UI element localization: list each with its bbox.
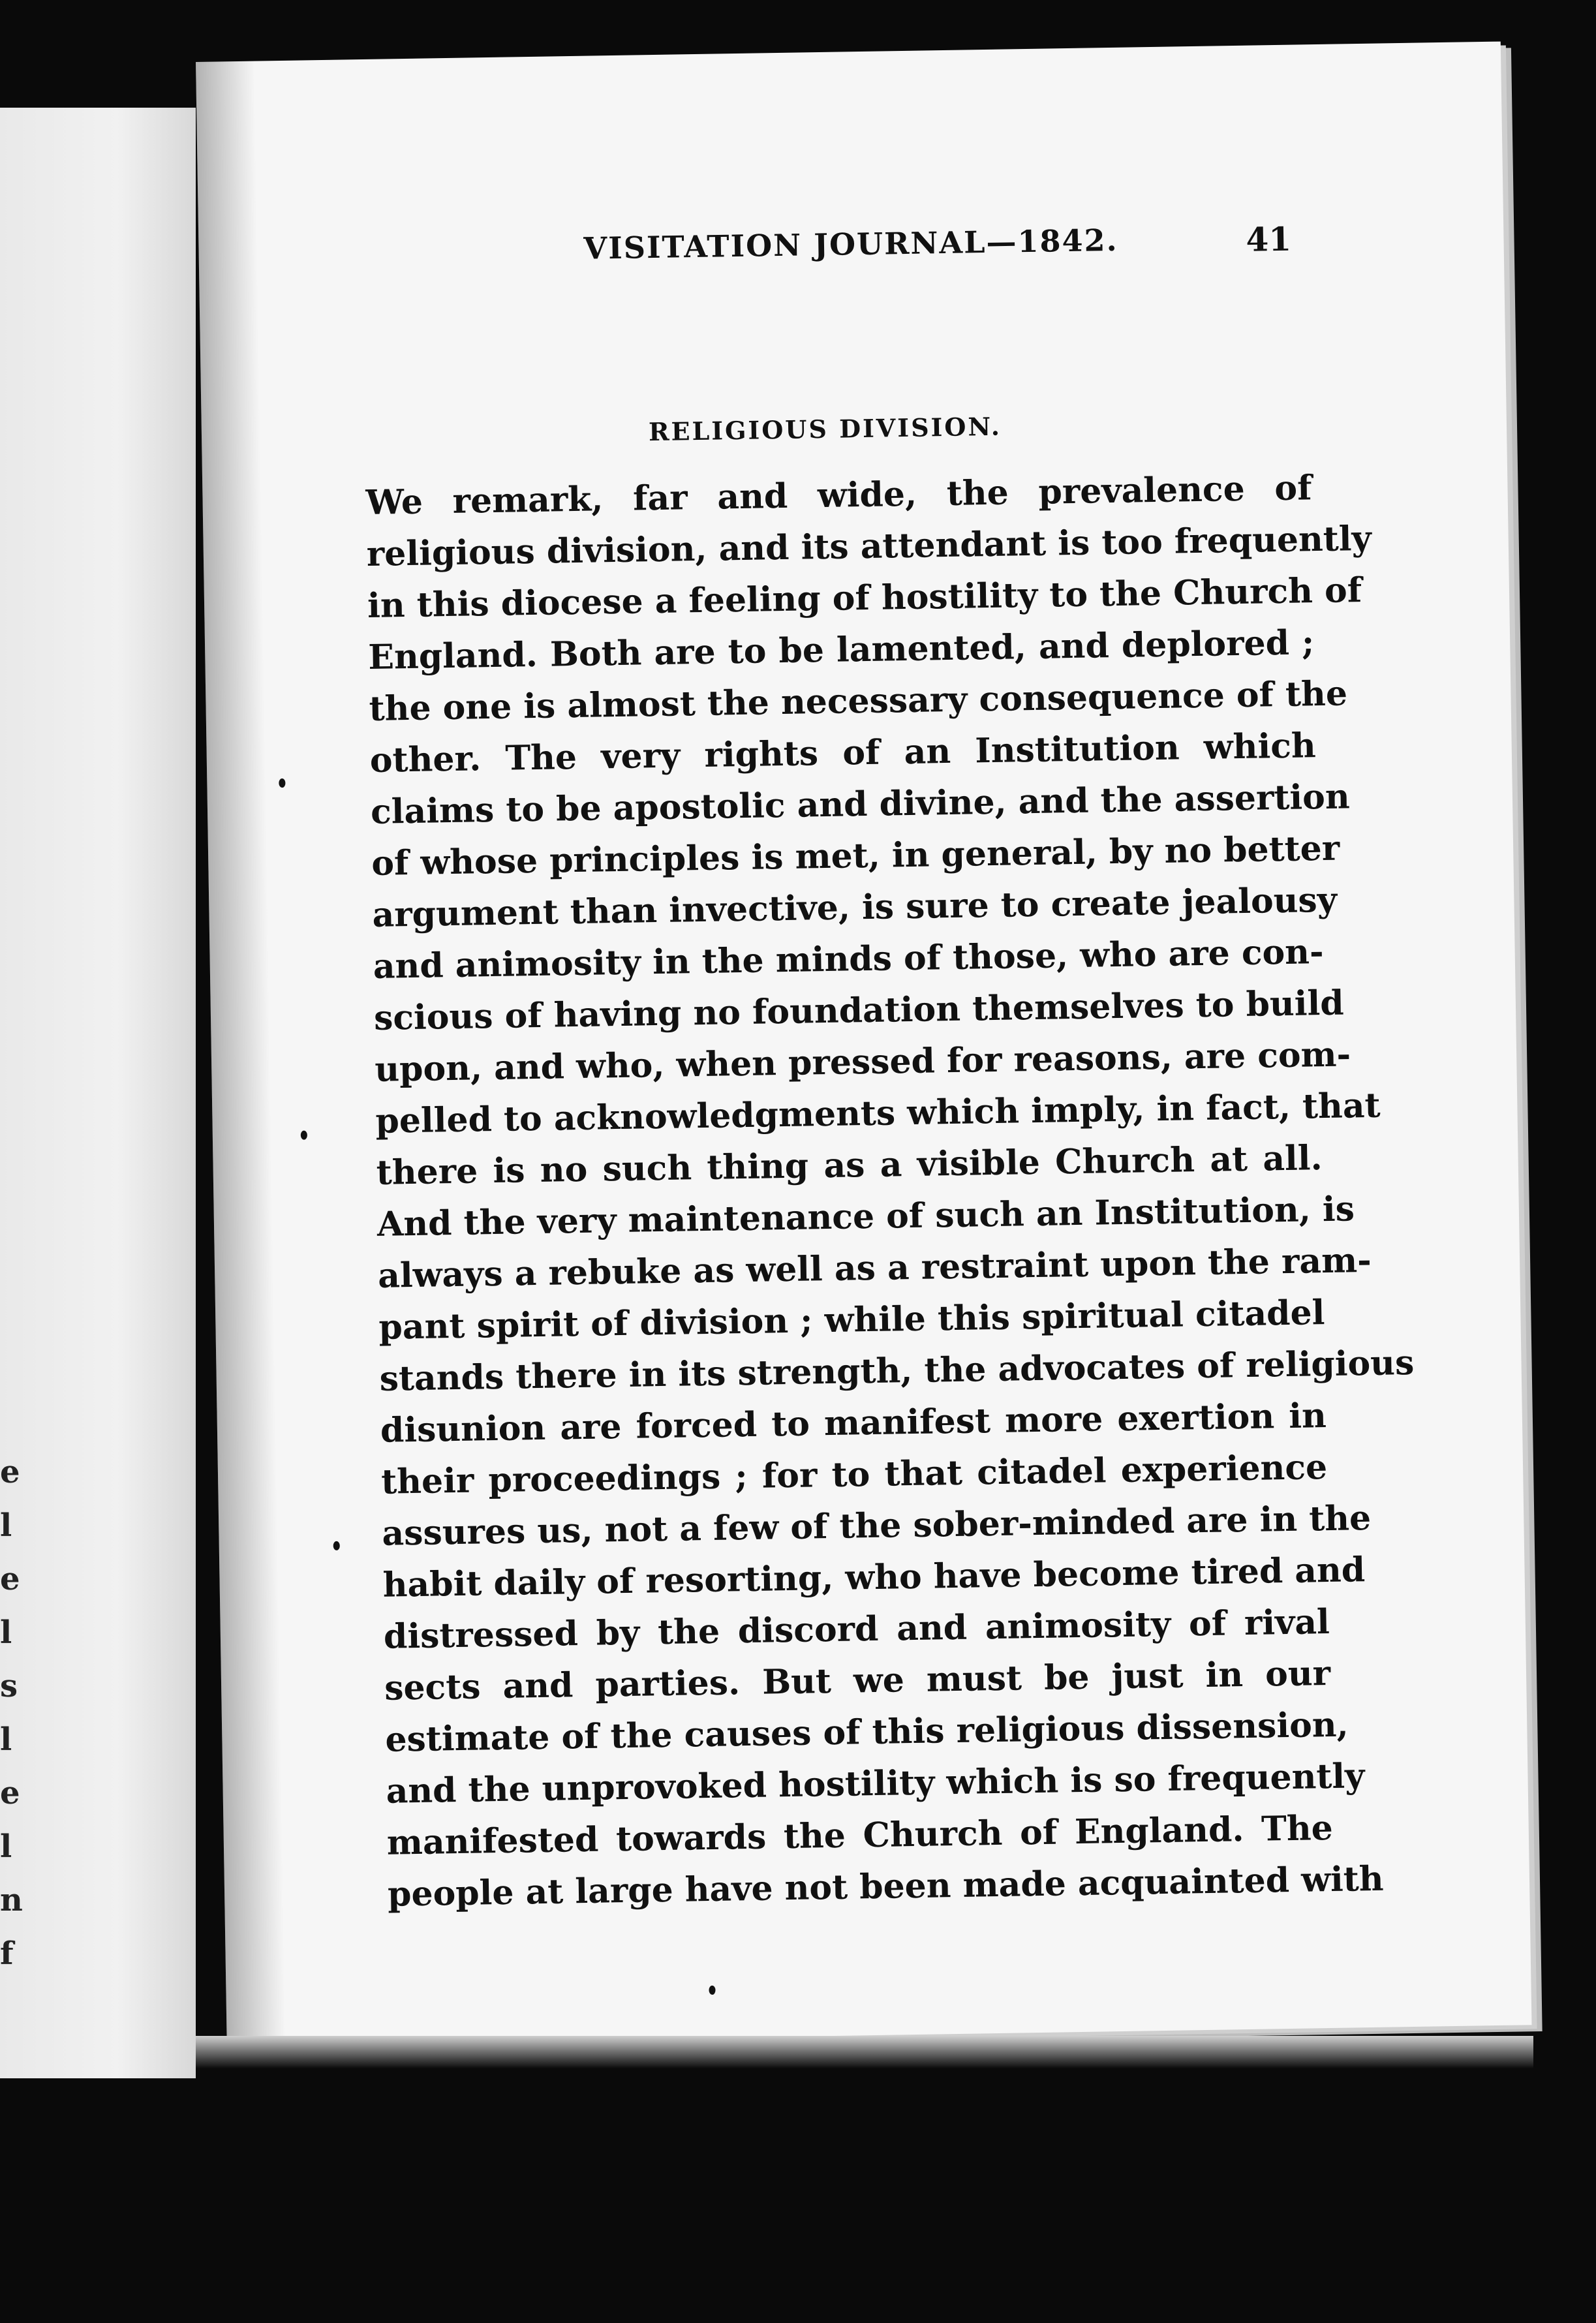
text-line: people at large have not been made acquainted with <box>387 1858 1384 1915</box>
text-line: scious of having no foundation themselves to build <box>373 983 1345 1038</box>
text-line: always a rebuke as well as a restraint upon the ram- <box>377 1240 1372 1296</box>
text-line: pelled to acknowledgments which imply, in fact, that <box>375 1085 1381 1141</box>
text-line: their proceedings ; for to that citadel experience <box>380 1447 1328 1502</box>
ink-speck <box>333 1541 340 1550</box>
left-fragment: e <box>0 1561 20 1597</box>
text-line: pant spirit of division ; while this spiritual citadel <box>378 1293 1325 1347</box>
gutter-shadow <box>196 61 286 2046</box>
text-line: assures us, not a few of the sober-minded are in the <box>381 1498 1372 1554</box>
text-line: habit daily of resorting, who have become tired and <box>382 1550 1366 1605</box>
left-fragment: l <box>0 1828 12 1865</box>
text-line: religious division, and its attendant is too frequently <box>366 518 1372 574</box>
text-line: upon, and who, when pressed for reasons, are com- <box>374 1034 1351 1090</box>
text-line: manifested towards the Church of England. The <box>386 1808 1334 1863</box>
left-fragment: e <box>0 1454 20 1490</box>
left-fragment: l <box>0 1614 12 1651</box>
left-facing-page <box>0 108 196 2078</box>
left-fragment: e <box>0 1775 20 1811</box>
text-line: of whose principles is met, in general, by no better <box>371 828 1340 884</box>
ink-speck <box>279 778 285 788</box>
text-line: and the unprovoked hostility which is so frequently <box>386 1756 1365 1811</box>
book-page <box>196 42 1532 2046</box>
text-line: And the very maintenance of such an Institution, is <box>376 1189 1355 1244</box>
text-line: distressed by the discord and animosity of rival <box>383 1602 1330 1657</box>
text-line: other. The very rights of an Institution which <box>369 726 1317 780</box>
body-paragraph <box>365 462 1415 1920</box>
left-fragment: n <box>0 1882 23 1918</box>
left-fragment: f <box>0 1935 14 1972</box>
text-line: the one is almost the necessary consequence of the <box>369 673 1348 729</box>
left-page-text-fragments <box>0 1445 26 1980</box>
text-line: and animosity in the minds of those, who are con- <box>373 932 1325 987</box>
text-line: there is no such thing as a visible Church at all. <box>376 1138 1323 1193</box>
text-line: argument than invective, is sure to create jealousy <box>372 880 1338 935</box>
page-bottom-edge <box>196 2036 1533 2069</box>
left-fragment: l <box>0 1507 12 1544</box>
running-header-title: VISITATION JOURNAL—1842. <box>583 222 1118 266</box>
text-line: disunion are forced to manifest more exertion in <box>380 1396 1327 1451</box>
left-fragment: s <box>0 1668 18 1704</box>
text-line: in this diocese a feeling of hostility to the Church of <box>367 570 1362 626</box>
text-line: stands there in its strength, the advocates of religious <box>379 1342 1415 1399</box>
left-fragment: l <box>0 1721 12 1758</box>
text-line: We remark, far and wide, the prevalence of <box>365 468 1312 523</box>
section-heading: RELIGIOUS DIVISION. <box>648 411 1002 447</box>
ink-speck <box>709 1986 715 1995</box>
text-line: estimate of the causes of this religious dissension, <box>384 1704 1349 1760</box>
page-number: 41 <box>1246 219 1292 259</box>
text-line: sects and parties. But we must be just in our <box>384 1653 1331 1708</box>
ink-speck <box>301 1131 307 1140</box>
text-line: claims to be apostolic and divine, and the assertion <box>370 777 1351 832</box>
text-line: England. Both are to be lamented, and deplored ; <box>367 623 1315 677</box>
